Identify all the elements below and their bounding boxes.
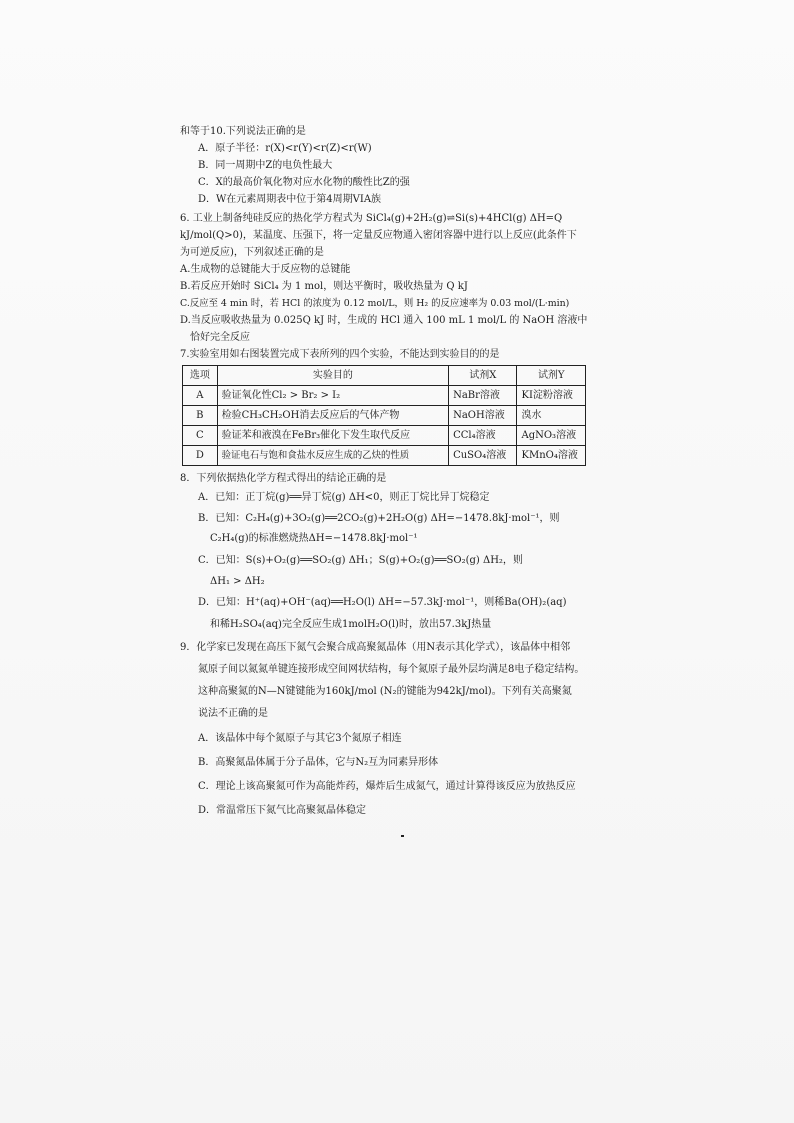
- q9-option-b: B．高聚氮晶体属于分子晶体，它与N₂互为同素异形体: [198, 757, 439, 768]
- q9-stem-line2: 氮原子间以氮氮单键连接形成空间网状结构，每个氮原子最外层均满足8电子稳定结构。: [198, 664, 585, 675]
- table-row: [183, 386, 586, 406]
- q9-option-c: C．理论上该高聚氮可作为高能炸药，爆炸后生成氮气，通过计算得该反应为放热反应: [198, 781, 576, 792]
- row-reagent-y: KI淀粉溶液: [517, 386, 586, 406]
- page-mark: [401, 835, 404, 837]
- q6-option-d: D.当反应吸收热量为 0.025Q kJ 时，生成的 HCl 通入 100 mL 1 mol/L 的 NaOH 溶液中: [180, 315, 588, 326]
- row-reagent-y: KMnO₄溶液: [517, 446, 586, 466]
- row-option: B: [183, 406, 218, 426]
- q9-stem-line4: 说法不正确的是: [198, 708, 268, 719]
- q6-option-d-cont: 恰好完全反应: [190, 332, 250, 343]
- q7-stem: 7.实验室用如右图装置完成下表所列的四个实验，不能达到实验目的的是: [180, 349, 500, 360]
- row-reagent-x: CuSO₄溶液: [449, 446, 517, 466]
- q6-stem-line1: 6. 工业上制备纯硅反应的热化学方程式为 SiCl₄(g)+2H₂(g)⇌Si(s)+4HCl(g) ΔH=Q: [180, 213, 563, 224]
- q8-option-b-cont: C₂H₄(g)的标准燃烧热ΔH=−1478.8kJ·mol⁻¹: [210, 533, 418, 544]
- table-row: [183, 446, 586, 466]
- q8-option-c-cont: ΔH₁ > ΔH₂: [210, 576, 265, 587]
- table-row: [183, 426, 586, 446]
- q8-option-a: A．已知：正丁烷(g)══异丁烷(g) ΔH<0，则正丁烷比异丁烷稳定: [198, 492, 490, 503]
- row-option: C: [183, 426, 218, 446]
- q6-option-a: A.生成物的总键能大于反应物的总键能: [180, 264, 351, 275]
- q9-stem-line1: 9．化学家已发现在高压下氮气会聚合成高聚氮晶体（用N表示其化学式），该晶体中相邻: [180, 642, 571, 653]
- q5-option-a: A．原子半径：r(X)<r(Y)<r(Z)<r(W): [198, 143, 372, 154]
- header-goal: 实验目的: [217, 366, 448, 386]
- q5-option-c: C．X的最高价氧化物对应水化物的酸性比Z的强: [198, 177, 410, 188]
- q5-option-b: B．同一周期中Z的电负性最大: [198, 160, 333, 171]
- row-reagent-y: AgNO₃溶液: [517, 426, 586, 446]
- table-row: [183, 406, 586, 426]
- row-goal: 验证氧化性Cl₂ > Br₂ > I₂: [217, 386, 448, 406]
- header-reagent-y: 试剂Y: [517, 366, 586, 386]
- q5-option-d: D．W在元素周期表中位于第4周期VIA族: [198, 194, 382, 205]
- q6-stem-line3: 为可逆反应)，下列叙述正确的是: [180, 247, 324, 258]
- q8-option-d-cont: 和稀H₂SO₄(aq)完全反应生成1molH₂O(l)时，放出57.3kJ热量: [210, 619, 492, 630]
- q5-intro: 和等于10.下列说法正确的是: [180, 126, 306, 137]
- q8-option-d: D．已知：H⁺(aq)+OH⁻(aq)══H₂O(l) ΔH=−57.3kJ·mol⁻¹，则稀Ba(OH)₂(aq): [198, 597, 567, 608]
- q8-option-c: C．已知：S(s)+O₂(g)══SO₂(g) ΔH₁；S(g)+O₂(g)══SO₂(g) ΔH₂，则: [198, 555, 523, 566]
- q9-option-a: A．该晶体中每个氮原子与其它3个氮原子相连: [198, 733, 402, 744]
- exam-content: [180, 123, 600, 823]
- row-goal: 检验CH₃CH₂OH消去反应后的气体产物: [217, 406, 448, 426]
- header-option: 选项: [183, 366, 218, 386]
- q8-option-b: B．已知：C₂H₄(g)+3O₂(g)══2CO₂(g)+2H₂O(g) ΔH=−1478.8kJ·mol⁻¹，则: [198, 513, 560, 524]
- experiment-table: [182, 365, 586, 466]
- row-goal: 验证电石与饱和食盐水反应生成的乙炔的性质: [217, 446, 448, 466]
- row-option: A: [183, 386, 218, 406]
- row-reagent-x: NaBr溶液: [449, 386, 517, 406]
- q9-option-d: D．常温常压下氮气比高聚氮晶体稳定: [198, 805, 367, 816]
- row-reagent-x: NaOH溶液: [449, 406, 517, 426]
- row-reagent-y: 溴水: [517, 406, 586, 426]
- q8-stem: 8．下列依据热化学方程式得出的结论正确的是: [180, 473, 387, 484]
- row-option: D: [183, 446, 218, 466]
- header-reagent-x: 试剂X: [449, 366, 517, 386]
- row-reagent-x: CCl₄溶液: [449, 426, 517, 446]
- q6-option-c: C.反应至 4 min 时，若 HCl 的浓度为 0.12 mol/L，则 H₂ 的反应速率为 0.03 mol/(L·min): [180, 298, 570, 309]
- row-goal: 验证苯和液溴在FeBr₃催化下发生取代反应: [217, 426, 448, 446]
- q6-stem-line2: kJ/mol(Q>0)，某温度、压强下，将一定量反应物通入密闭容器中进行以上反应(此条件下: [180, 230, 577, 241]
- q6-option-b: B.若反应开始时 SiCl₄ 为 1 mol，则达平衡时，吸收热量为 Q kJ: [180, 281, 468, 292]
- q9-stem-line3: 这种高聚氮的N—N键键能为160kJ/mol (N₂的键能为942kJ/mol)。下列有关高聚氮: [198, 686, 572, 697]
- table-header-row: [183, 366, 586, 386]
